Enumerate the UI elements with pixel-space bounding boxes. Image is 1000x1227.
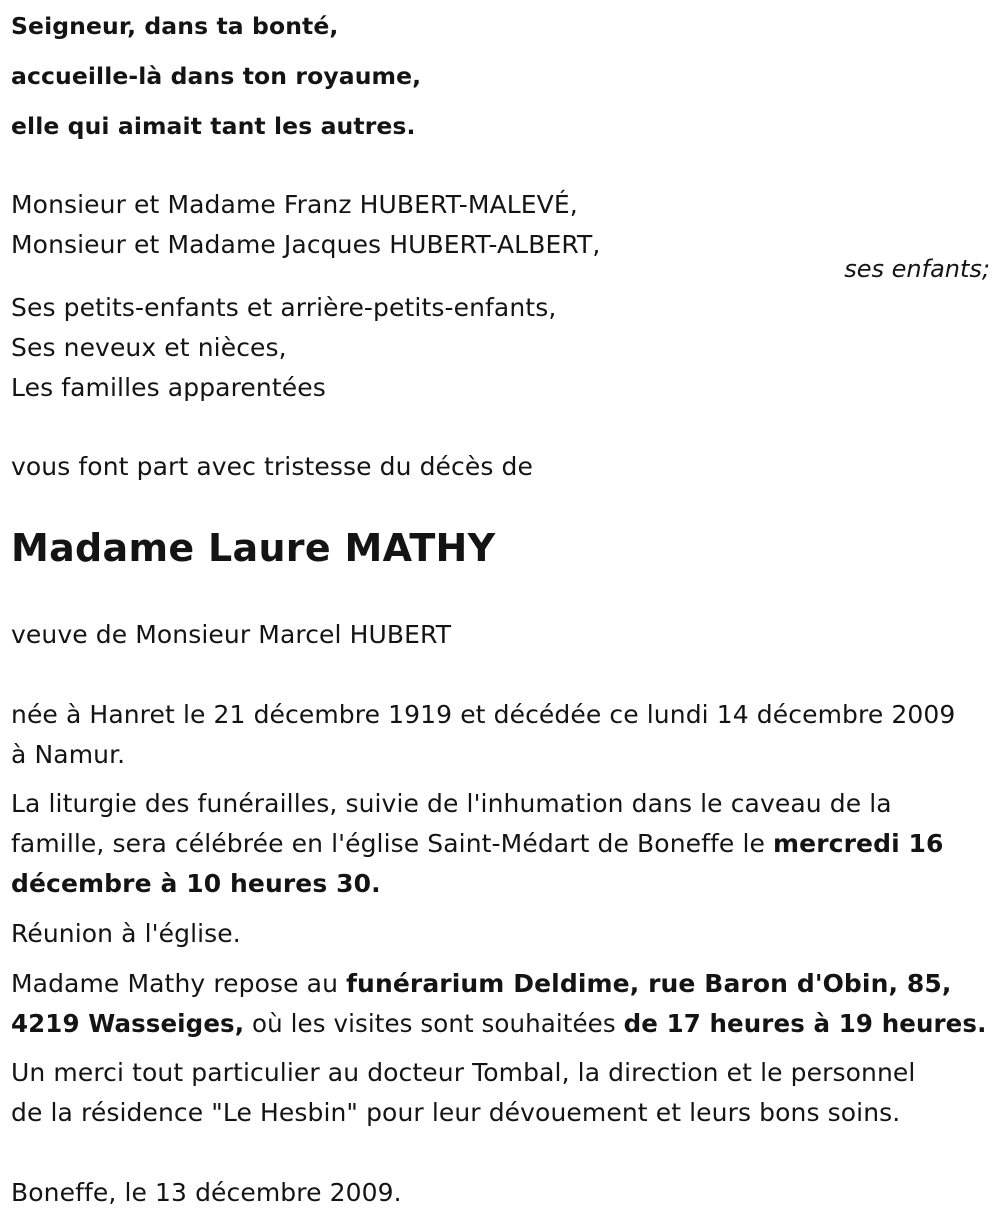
visitation-line-2-text: où les visites sont souhaitées [244,1009,624,1038]
death-notice [11,0,991,1227]
widow-of-line: veuve de Monsieur Marcel HUBERT [11,620,452,649]
prayer-line-1: Seigneur, dans ta bonté, [11,12,339,40]
funerarium-address-bold: funérarium Deldime, rue Baron d'Obin, 85, [346,969,952,998]
prayer-line-2: accueille-là dans ton royaume, [11,62,422,90]
announcement-line: vous font part avec tristesse du décès de [11,452,533,481]
visitation-line-1-text: Madame Mathy repose au [11,969,347,998]
funerarium-city-bold: 4219 Wasseiges, [11,1009,245,1038]
funeral-date-bold: mercredi 16 [773,829,944,858]
children-role: ses enfants; [844,255,990,283]
visitation-line-2 [11,1009,987,1039]
birth-death-line-2: à Namur. [11,740,126,769]
visitation-line-1 [11,969,951,999]
place-date-line: Boneffe, le 13 décembre 2009. [11,1178,402,1207]
funeral-time-bold: décembre à 10 heures 30. [11,869,381,898]
funeral-line-3 [11,869,381,899]
child-line-2: Monsieur et Madame Jacques HUBERT-ALBERT, [11,230,601,259]
deceased-name: Madame Laure MATHY [11,526,496,570]
relatives-line: Les familles apparentées [11,373,326,402]
thanks-line-1: Un merci tout particulier au docteur Tombal, la direction et le personnel [11,1058,916,1087]
grandchildren-line: Ses petits-enfants et arrière-petits-enfants, [11,293,557,322]
funeral-line-2-text: famille, sera célébrée en l'église Saint-Médart de Boneffe le [11,829,774,858]
meeting-line: Réunion à l'église. [11,919,241,948]
funeral-line-1: La liturgie des funérailles, suivie de l'inhumation dans le caveau de la [11,789,892,818]
prayer-line-3: elle qui aimait tant les autres. [11,112,416,140]
birth-death-line-1: née à Hanret le 21 décembre 1919 et décédée ce lundi 14 décembre 2009 [11,700,956,729]
visiting-hours-bold: de 17 heures à 19 heures. [623,1009,987,1038]
thanks-line-2: de la résidence "Le Hesbin" pour leur dévouement et leurs bons soins. [11,1098,901,1127]
child-line-1: Monsieur et Madame Franz HUBERT-MALEVÉ, [11,190,578,219]
nephews-line: Ses neveux et nièces, [11,333,287,362]
funeral-line-2 [11,829,944,859]
